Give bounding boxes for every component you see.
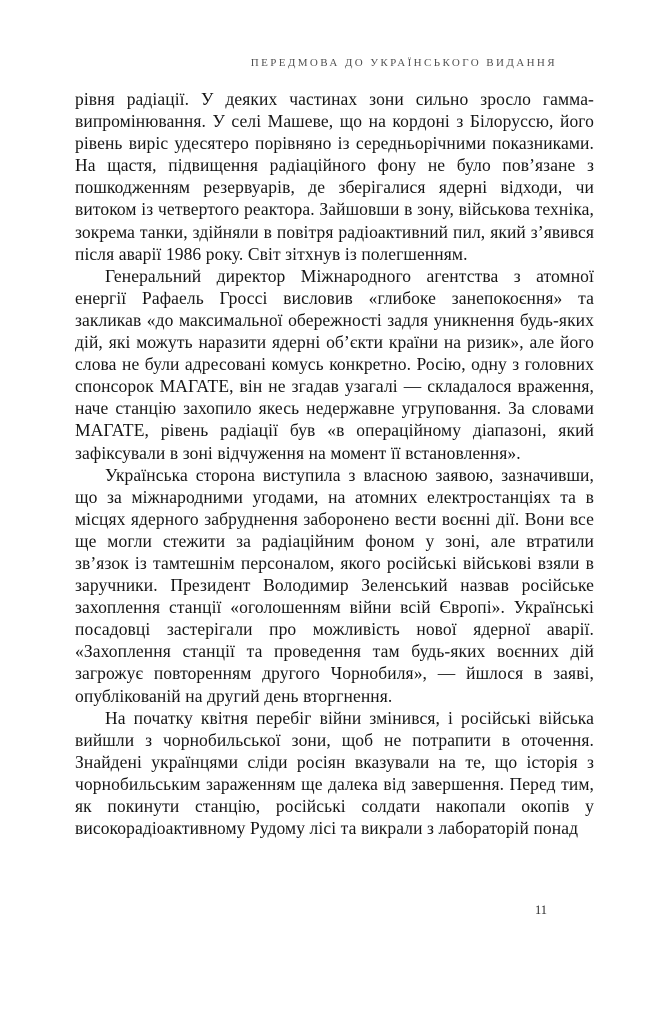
page-number: 11 xyxy=(534,903,547,917)
running-header: ПЕРЕДМОВА ДО УКРАЇНСЬКОГО ВИДАННЯ xyxy=(250,57,557,69)
paragraph: На початку квітня перебіг війни змінився, і російські війська вийшли з чорнобильської зони, щоб не потрапити в оточення. Знайдені українцями сліди росіян вказували на те, що історія з чорнобильським зараженням ще далека від завершення. Перед тим, як покинути станцію, російські солдати накопали окопів у високорадіоактивному Рудому лісі та викрали з лабораторій понад xyxy=(75,707,594,839)
body-text xyxy=(75,88,594,839)
paragraph-continuation: рівня радіації. У деяких частинах зони сильно зросло гамма-випромінювання. У селі Машеве, що на кордоні з Білоруссю, його рівень виріс удесятеро порівняно із середньорічними показниками. На щастя, підвищення радіаційного фону не було пов’язане з пошкодженням резервуарів, де зберігалися ядерні відходи, чи витоком із четвертого реактора. Зайшовши в зону, військова техніка, зокрема танки, здійняли в повітря радіоактивний пил, який з’явився після аварії 1986 року. Світ зітхнув із полегшенням. xyxy=(75,89,594,264)
paragraph: Українська сторона виступила з власною заявою, зазначивши, що за міжнародними угодами, на атомних електростанціях та в місцях ядерного забруднення заборонено вести воєнні дії. Вони все ще могли стежити за радіаційним фоном у зоні, але втратили зв’язок із тамтешнім персоналом, якого російські військові взяли в заручники. Президент Володимир Зеленський назвав російське захоплення станції «оголошенням війни всій Європі». Українські посадовці застерігали про можливість нової ядерної аварії. «Захоплення станції та проведення там будь-яких воєнних дій загрожує повторенням другого Чорнобиля», — йшлося в заяві, опублікованій на другий день вторгнення. xyxy=(75,464,594,706)
paragraph: Генеральний директор Міжнародного агентства з атомної енергії Рафаель Гроссі висловив «глибоке занепокоєння» та закликав «до максимальної обережності задля уникнення будь-яких дій, які можуть наразити ядерні об’єкти країни на ризик», але його слова не були адресовані комусь конкретно. Росію, одну з головних спонсорок МАГАТЕ, він не згадав узагалі — складалося враження, наче станцію захопило якесь недержавне угруповання. За словами МАГАТЕ, рівень радіації був «в операційному діапазоні, який зафіксували в зоні відчуження на момент її встановлення». xyxy=(75,265,594,463)
